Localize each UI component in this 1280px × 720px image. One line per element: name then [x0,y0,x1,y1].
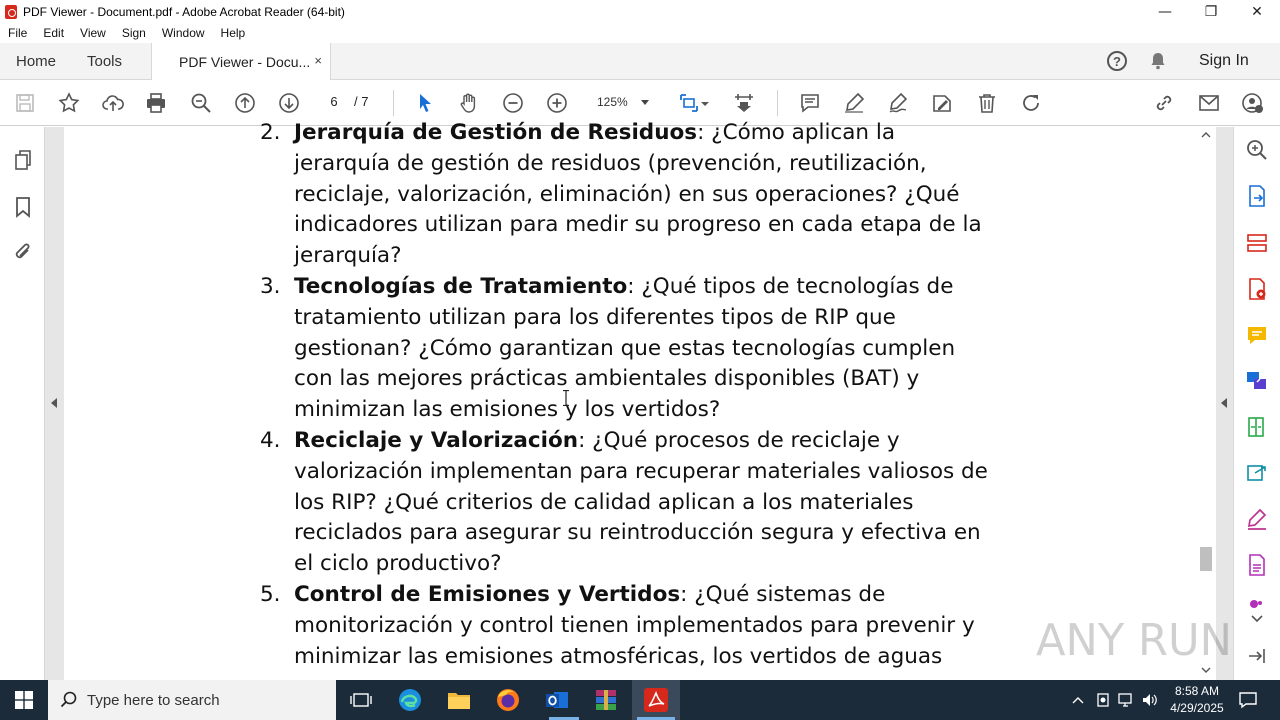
text-line [294,149,1040,180]
task-view-icon[interactable] [348,687,374,713]
watermark-text: ANY RUN [1036,615,1232,666]
print-icon[interactable] [144,91,168,115]
toolbar-divider [777,90,778,116]
zoom-level-select[interactable]: 125% [597,95,628,109]
tab-home[interactable]: Home [16,52,57,70]
page-fit-dropdown-icon[interactable] [699,91,711,115]
line-text: el ciclo productivo? [294,551,502,577]
line-text: gestionan? ¿Cómo garantizan que estas tecnologías cumplen [294,335,956,361]
start-button[interactable] [0,680,48,720]
previous-page-icon[interactable] [233,91,257,115]
firefox-icon[interactable] [495,687,521,713]
tab-tools[interactable]: Tools [87,52,123,70]
text-line [294,611,1040,642]
tab-bar [0,43,1280,80]
page-thumbnails-icon[interactable] [12,149,34,171]
text-line [294,334,1040,365]
upload-cloud-icon[interactable] [101,91,125,115]
search-icon [60,691,78,709]
taskbar-clock[interactable] [1162,683,1232,717]
zoom-dropdown-icon[interactable] [641,100,649,105]
list-item-body [294,272,1040,426]
line-text: jerarquía de gestión de residuos (prevención, reutilización, [294,150,927,176]
line-text: jerarquía? [294,243,402,269]
compress-pdf-icon[interactable] [1245,415,1269,439]
highlight-pen-icon[interactable] [842,91,866,115]
edit-pdf-icon[interactable] [1245,553,1269,577]
text-line [294,395,1040,426]
list-item-heading: Reciclaje y Valorización [294,428,579,453]
help-icon[interactable]: ? [1107,51,1127,71]
menu-bar [0,23,1280,43]
text-line [294,180,1040,211]
text-line [294,488,1040,519]
toolbar-divider [393,90,394,116]
list-item-number: 2. [260,120,281,145]
draw-icon[interactable] [886,91,910,115]
combine-files-icon[interactable] [1245,369,1269,393]
hand-tool-icon[interactable] [457,91,481,115]
collapse-left-panel-icon[interactable] [51,398,57,408]
line-text: : ¿Qué sistemas de [680,582,886,607]
left-navigation-rail [0,127,45,680]
line-text: reciclados para asegurar su reintroducción segura y efectiva en [294,520,981,546]
collapse-tools-panel-icon[interactable] [1245,644,1269,668]
line-text: con las mejores prácticas ambientales disponibles (BAT) y [294,366,920,392]
search-zoom-icon[interactable] [1245,138,1269,162]
page-total: / 7 [354,94,369,109]
vertical-scrollbar[interactable] [1198,127,1216,680]
bookmark-star-icon[interactable] [57,91,81,115]
anyrun-watermark [1036,607,1236,671]
text-line [294,518,1040,549]
list-item-heading: Tecnologías de Tratamiento [294,274,628,299]
file-explorer-icon[interactable] [446,687,472,713]
list-item-number: 3. [260,274,281,299]
more-tools-icon[interactable] [1245,595,1269,609]
line-text: reciclaje, valorización, eliminación) en sus operaciones? ¿Qué [294,181,960,207]
email-icon[interactable] [1197,91,1221,115]
action-center-icon[interactable] [1238,690,1258,710]
clock-time: 8:58 AM [1174,684,1220,698]
search-placeholder: Type here to search [87,691,220,709]
list-item-heading: Jerarquía de Gestión de Residuos [294,120,698,145]
text-line [294,580,1040,611]
close-tab-icon[interactable]: × [314,53,322,68]
menu-edit[interactable]: Edit [43,26,65,40]
line-text: : ¿Cómo aplican la [697,120,896,145]
line-text: valorización implementan para recuperar materiales valiosos de [294,458,988,484]
create-pdf-icon[interactable] [1245,277,1269,301]
minimize-button[interactable]: — [1158,3,1172,20]
comment-tool-icon[interactable] [1245,323,1269,347]
maximize-button[interactable]: ❐ [1204,3,1218,20]
tab-document[interactable] [151,43,331,80]
delete-icon[interactable] [975,91,999,115]
next-page-icon[interactable] [277,91,301,115]
list-item-number: 5. [260,582,281,607]
sign-in-button[interactable]: Sign In [1199,52,1249,69]
export-pdf-icon[interactable] [1245,184,1269,208]
line-text: : ¿Qué tipos de tecnologías de [627,274,954,299]
menu-view[interactable]: View [80,26,106,40]
text-cursor-icon [563,390,569,406]
scrollbar-thumb[interactable] [1200,547,1212,571]
menu-window[interactable]: Window [161,26,205,40]
edit-text-icon[interactable] [930,91,954,115]
save-icon[interactable] [13,91,37,115]
menu-file[interactable]: File [8,26,28,40]
send-for-review-icon[interactable] [1245,461,1269,485]
close-window-button[interactable]: ✕ [1251,3,1263,20]
list-item-heading: Control de Emisiones y Vertidos [294,582,681,607]
line-text: monitorización y control tienen implementados para prevenir y [294,612,975,638]
acrobat-app-icon [5,5,17,19]
clock-date: 4/29/2025 [1170,701,1224,715]
collapse-right-panel-icon[interactable] [1221,398,1227,408]
edge-browser-icon[interactable] [397,687,423,713]
window-title: PDF Viewer - Document.pdf - Adobe Acrobat Reader (64-bit) [23,4,345,19]
rotate-icon[interactable] [1019,91,1043,115]
text-line [294,549,1040,580]
select-cursor-icon[interactable] [413,91,437,115]
security-tray-icon[interactable] [1095,691,1111,709]
zoom-search-icon[interactable] [189,91,213,115]
text-line [294,364,1040,395]
network-icon[interactable] [1117,691,1135,709]
scroll-mode-icon[interactable] [732,91,756,115]
menu-sign[interactable]: Sign [121,26,146,40]
organize-pages-icon[interactable] [1245,231,1269,255]
window-controls [1142,0,1280,23]
list-item-body [294,426,1040,580]
text-line [294,426,1040,457]
windows-logo-icon [15,691,33,709]
line-text: los RIP? ¿Qué criterios de calidad aplican a los materiales [294,489,914,515]
volume-icon[interactable] [1141,691,1159,709]
text-line [294,303,1040,334]
winrar-icon[interactable] [593,687,619,713]
show-hidden-icons-icon[interactable] [1072,694,1084,706]
line-text: tratamiento utilizan para los diferentes tipos de RIP que [294,304,896,330]
right-tools-rail [1233,127,1280,680]
text-line [294,241,1040,272]
title-bar [0,0,1280,23]
zoom-in-icon[interactable] [545,91,569,115]
bookmarks-icon[interactable] [12,196,34,218]
menu-help[interactable]: Help [220,26,246,40]
page-number-input[interactable]: 6 [330,94,338,109]
add-user-icon[interactable] [1241,91,1265,115]
taskbar-search-box[interactable] [48,680,336,720]
tab-document-label: PDF Viewer - Docu... [179,53,311,70]
fill-and-sign-icon[interactable] [1245,507,1269,531]
zoom-out-icon[interactable] [501,91,525,115]
line-text: : ¿Qué procesos de reciclaje y [578,428,900,453]
scroll-up-icon[interactable] [1201,130,1211,140]
windows-taskbar [0,680,1280,720]
expand-tools-icon[interactable] [1245,612,1269,626]
text-line [294,118,1040,149]
list-item-body [294,118,1040,272]
list-item-body [294,580,1040,672]
outlook-icon[interactable] [544,687,570,713]
text-line [294,457,1040,488]
page-fit-icon[interactable] [677,91,701,115]
comment-icon[interactable] [798,91,822,115]
notification-bell-icon[interactable] [1150,52,1166,70]
share-link-icon[interactable] [1152,91,1176,115]
line-text: minimizar las emisiones atmosféricas, los vertidos de aguas [294,643,943,669]
attachments-icon[interactable] [12,241,34,263]
text-line [294,272,1040,303]
line-text: indicadores utilizan para medir su progreso en cada etapa de la [294,212,982,238]
text-line [294,642,1040,673]
text-line [294,210,1040,241]
acrobat-reader-icon [643,687,669,713]
list-item-number: 4. [260,428,281,453]
line-text: minimizan las emisiones y los vertidos? [294,397,721,423]
